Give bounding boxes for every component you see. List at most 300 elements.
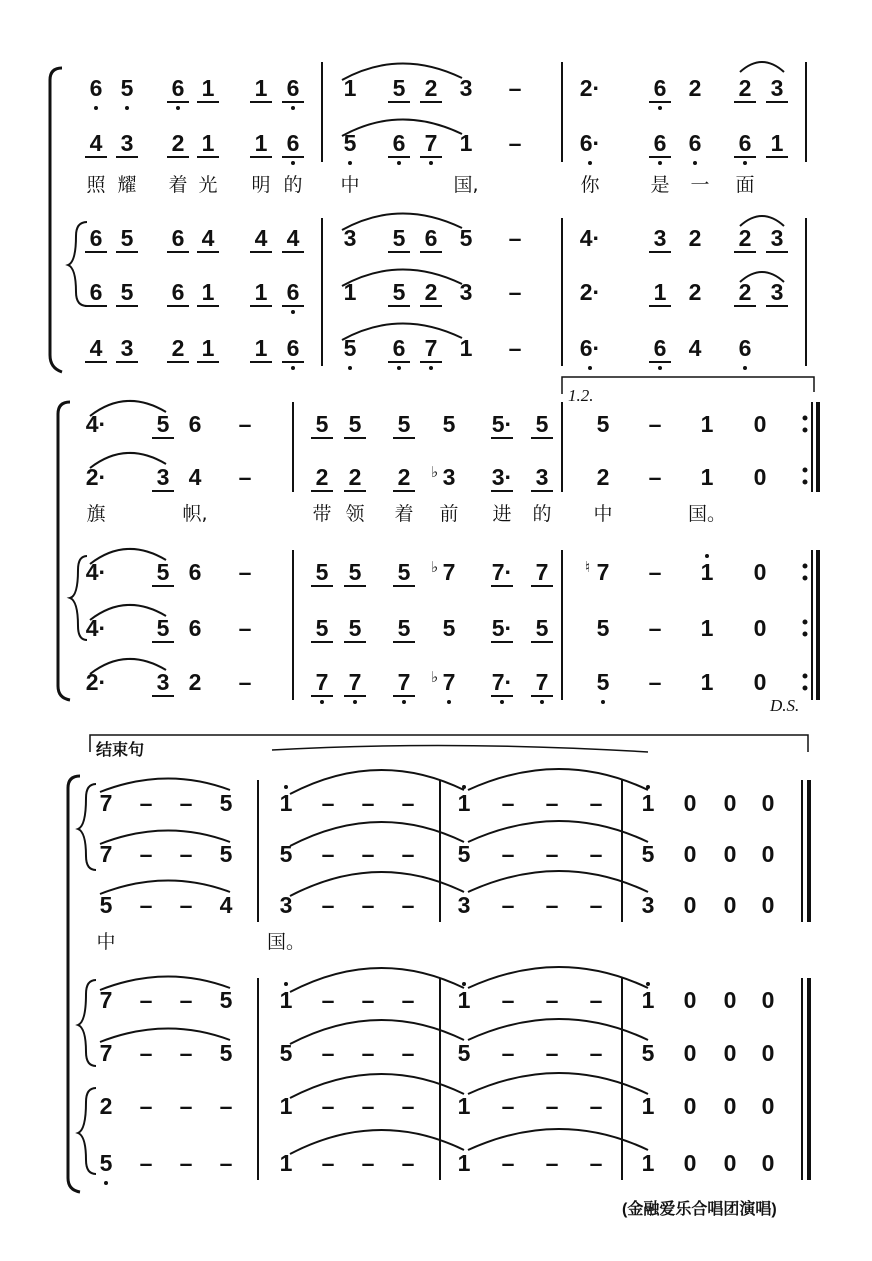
note — [341, 409, 369, 439]
dash-note — [231, 409, 259, 439]
beam-line — [167, 156, 189, 158]
beam-line — [734, 251, 756, 253]
note — [528, 557, 556, 587]
note-text: 2· — [85, 669, 107, 695]
note-text: 5 — [219, 841, 233, 867]
note — [194, 277, 222, 307]
octave-dot-below — [397, 366, 401, 370]
note-text: 6 — [392, 335, 406, 361]
lyric-word: 中 — [340, 174, 360, 196]
note — [212, 1038, 240, 1068]
note-text: 0 — [683, 1093, 697, 1119]
note-text: 5 — [120, 279, 134, 305]
note — [385, 333, 413, 363]
note — [676, 788, 704, 818]
dash-note — [132, 985, 160, 1015]
dash-note — [538, 1148, 566, 1178]
note-text: – — [361, 790, 375, 816]
note — [450, 839, 478, 869]
octave-dot-below — [125, 106, 129, 110]
note — [435, 613, 463, 643]
note-text: 6 — [653, 335, 667, 361]
accidental: ♭ — [431, 559, 439, 576]
notation-row — [0, 557, 872, 587]
note-text: – — [589, 892, 603, 918]
dash-note — [314, 985, 342, 1015]
beam-line — [152, 585, 174, 587]
notation-row — [0, 788, 872, 818]
note — [693, 667, 721, 697]
octave-dot-below — [353, 700, 357, 704]
beam-line — [344, 490, 366, 492]
dash-note — [538, 985, 566, 1015]
note-text: – — [589, 1040, 603, 1066]
note-text: 0 — [761, 987, 775, 1013]
note-text: 3 — [535, 464, 549, 490]
dash-note — [494, 1091, 522, 1121]
note — [681, 223, 709, 253]
accidental: ♭ — [431, 464, 439, 481]
note-text: – — [179, 892, 193, 918]
note — [528, 613, 556, 643]
dash-note — [501, 333, 529, 363]
note-text: 4· — [85, 411, 107, 437]
note-text: 0 — [683, 1040, 697, 1066]
beam-line — [311, 695, 333, 697]
beam-line — [393, 437, 415, 439]
note — [634, 788, 662, 818]
notation-row — [0, 613, 872, 643]
beam-line — [152, 641, 174, 643]
beam-line — [116, 251, 138, 253]
beam-line — [531, 490, 553, 492]
lyric-word: 的 — [532, 503, 552, 525]
note — [589, 667, 617, 697]
beam-line — [649, 101, 671, 103]
note — [681, 333, 709, 363]
note-text: 5 — [397, 411, 411, 437]
notation-row — [0, 890, 872, 920]
note — [746, 462, 774, 492]
dash-note — [494, 839, 522, 869]
note-text: – — [238, 411, 252, 437]
note-text: – — [361, 841, 375, 867]
notation-row — [0, 1148, 872, 1178]
lyric-word: 中 — [593, 503, 613, 525]
note-text: – — [361, 987, 375, 1013]
note-text: 5 — [343, 335, 357, 361]
note-text: 5 — [596, 411, 610, 437]
lyric-word: 领 — [345, 503, 365, 525]
note — [676, 1038, 704, 1068]
dash-note — [494, 1038, 522, 1068]
note-text: 4 — [201, 225, 215, 251]
note — [754, 890, 782, 920]
note-text: 5 — [343, 130, 357, 156]
notation-row — [0, 73, 872, 103]
note-text: – — [179, 1150, 193, 1176]
beam-line — [250, 251, 272, 253]
note-text: – — [139, 892, 153, 918]
beam-line — [167, 101, 189, 103]
note-text: 5 — [596, 669, 610, 695]
note-text: 5 — [397, 559, 411, 585]
note — [417, 73, 445, 103]
accidental: ♮ — [585, 559, 591, 576]
lyric-word: 明 — [251, 174, 271, 196]
dash-note — [394, 788, 422, 818]
note-text: 5 — [535, 615, 549, 641]
note-text: 5 — [315, 411, 329, 437]
note — [272, 985, 300, 1015]
note-text: 6· — [579, 130, 601, 156]
note-text: – — [589, 790, 603, 816]
note — [390, 462, 418, 492]
dash-note — [641, 557, 669, 587]
note — [452, 223, 480, 253]
note — [113, 73, 141, 103]
note-text: – — [648, 411, 662, 437]
notation-row — [0, 409, 872, 439]
beam-line — [344, 641, 366, 643]
note — [82, 613, 110, 643]
octave-dot-below — [743, 366, 747, 370]
note-text: 1 — [201, 335, 215, 361]
note — [82, 667, 110, 697]
beam-line — [649, 361, 671, 363]
note — [746, 557, 774, 587]
note-text: 6 — [188, 559, 202, 585]
note — [589, 409, 617, 439]
note-text: 4 — [254, 225, 268, 251]
note-text: 5 — [315, 559, 329, 585]
beam-line — [393, 641, 415, 643]
note-text: 1 — [700, 615, 714, 641]
dash-note — [501, 73, 529, 103]
note-text: 5· — [491, 411, 513, 437]
note — [746, 667, 774, 697]
dash-note — [354, 985, 382, 1015]
note — [82, 409, 110, 439]
note-text: 1 — [254, 75, 268, 101]
accidental: ♭ — [431, 669, 439, 686]
note — [731, 223, 759, 253]
note — [763, 223, 791, 253]
note-text: 3 — [120, 335, 134, 361]
note-text: – — [321, 987, 335, 1013]
note-text: 6 — [286, 279, 300, 305]
note-text: 5 — [315, 615, 329, 641]
note-text: 7 — [442, 669, 456, 695]
note-text: 0 — [683, 841, 697, 867]
beam-line — [250, 361, 272, 363]
note — [676, 1091, 704, 1121]
note-text: 5 — [156, 559, 170, 585]
lyric-word: 着 — [168, 174, 188, 196]
dash-note — [538, 890, 566, 920]
dash-note — [641, 409, 669, 439]
note — [390, 613, 418, 643]
note — [164, 277, 192, 307]
note-text: 3 — [343, 225, 357, 251]
beam-line — [85, 251, 107, 253]
note-text: – — [545, 1150, 559, 1176]
note — [676, 839, 704, 869]
beam-line — [649, 156, 671, 158]
octave-dot-below — [104, 1181, 108, 1185]
note — [336, 277, 364, 307]
note-text: 2 — [188, 669, 202, 695]
dash-note — [172, 1038, 200, 1068]
octave-dot-below — [176, 106, 180, 110]
lyric-word: 国。 — [687, 503, 726, 525]
note-text: 4· — [85, 559, 107, 585]
beam-line — [420, 251, 442, 253]
octave-dot-below — [658, 106, 662, 110]
note — [194, 73, 222, 103]
beam-line — [388, 101, 410, 103]
note — [279, 333, 307, 363]
note — [92, 890, 120, 920]
note — [716, 1148, 744, 1178]
note-text: 0 — [683, 790, 697, 816]
octave-dot-below — [320, 700, 324, 704]
note-text: 1 — [279, 987, 293, 1013]
note-text: 6 — [286, 130, 300, 156]
note — [92, 788, 120, 818]
octave-dot-below — [348, 161, 352, 165]
dash-note — [314, 788, 342, 818]
note-text: 5 — [442, 411, 456, 437]
note-text: 6 — [653, 130, 667, 156]
beam-line — [116, 305, 138, 307]
note-text: 7 — [99, 1040, 113, 1066]
note — [646, 277, 674, 307]
note-text: 2 — [688, 225, 702, 251]
note-text: 5 — [641, 841, 655, 867]
note-text: – — [219, 1150, 233, 1176]
note — [693, 409, 721, 439]
note-text: 5 — [457, 1040, 471, 1066]
dash-note — [641, 667, 669, 697]
note-text: – — [508, 75, 522, 101]
beam-line — [734, 305, 756, 307]
note-text: 1 — [279, 1150, 293, 1176]
note — [194, 128, 222, 158]
note-text: – — [508, 335, 522, 361]
note — [431, 667, 463, 697]
note-text: – — [501, 841, 515, 867]
note — [634, 985, 662, 1015]
beam-line — [282, 361, 304, 363]
beam-line — [491, 641, 513, 643]
note-text: – — [238, 615, 252, 641]
note-text: 5 — [596, 615, 610, 641]
note — [754, 788, 782, 818]
note-text: – — [545, 1040, 559, 1066]
note — [308, 557, 336, 587]
note-text: 1 — [459, 130, 473, 156]
note — [341, 462, 369, 492]
note — [417, 128, 445, 158]
dash-note — [132, 1038, 160, 1068]
note — [82, 333, 110, 363]
note — [452, 73, 480, 103]
note-text: – — [361, 1150, 375, 1176]
note — [450, 985, 478, 1015]
note — [646, 333, 674, 363]
note — [417, 223, 445, 253]
note — [693, 462, 721, 492]
note — [272, 788, 300, 818]
lyric-word: 中 — [96, 931, 116, 953]
beam-line — [393, 490, 415, 492]
note-text: – — [545, 1093, 559, 1119]
note-text: 6 — [171, 75, 185, 101]
note-text: 1 — [457, 987, 471, 1013]
note-text: 1 — [641, 1150, 655, 1176]
note-text: – — [321, 892, 335, 918]
note — [488, 613, 516, 643]
note — [676, 985, 704, 1015]
note — [488, 557, 516, 587]
beam-line — [388, 305, 410, 307]
note — [164, 128, 192, 158]
note-text: 1 — [457, 790, 471, 816]
note — [716, 839, 744, 869]
beam-line — [420, 156, 442, 158]
octave-dot-below — [588, 161, 592, 165]
note-text: 2 — [688, 279, 702, 305]
beam-line — [531, 585, 553, 587]
note — [385, 277, 413, 307]
lyrics-row — [0, 499, 872, 529]
note-text: 6 — [188, 615, 202, 641]
dash-note — [494, 985, 522, 1015]
note-text: 5· — [491, 615, 513, 641]
note-text: 6 — [738, 335, 752, 361]
note — [452, 128, 480, 158]
dash-note — [132, 839, 160, 869]
note — [452, 333, 480, 363]
note — [272, 1091, 300, 1121]
note-text: 5 — [99, 1150, 113, 1176]
dash-note — [538, 788, 566, 818]
note-text: 1 — [343, 75, 357, 101]
note — [450, 1091, 478, 1121]
note-text: 5 — [279, 841, 293, 867]
note-text: 5 — [392, 225, 406, 251]
note-text: – — [401, 892, 415, 918]
dash-note — [394, 890, 422, 920]
note — [754, 985, 782, 1015]
dash-note — [172, 788, 200, 818]
beam-line — [250, 305, 272, 307]
beam-line — [167, 305, 189, 307]
beam-line — [393, 585, 415, 587]
note — [576, 73, 604, 103]
note — [212, 985, 240, 1015]
note-text: 5 — [535, 411, 549, 437]
lyric-word: 是 — [650, 174, 670, 196]
note-text: 4 — [89, 335, 103, 361]
notation-row — [0, 277, 872, 307]
note — [576, 333, 604, 363]
note-text: 5 — [99, 892, 113, 918]
beam-line — [85, 305, 107, 307]
note-text: – — [238, 464, 252, 490]
note — [450, 1038, 478, 1068]
note-text: 1 — [343, 279, 357, 305]
dash-note — [231, 613, 259, 643]
lyric-word: 的 — [283, 174, 303, 196]
note — [181, 557, 209, 587]
beam-line — [282, 101, 304, 103]
note-text: – — [648, 559, 662, 585]
note-text: 3 — [156, 464, 170, 490]
note — [488, 409, 516, 439]
note-text: 5 — [459, 225, 473, 251]
octave-dot-below — [588, 366, 592, 370]
note-text: 3 — [279, 892, 293, 918]
note — [336, 73, 364, 103]
note-text: 5 — [348, 615, 362, 641]
note — [731, 73, 759, 103]
octave-dot-below — [540, 700, 544, 704]
note-text: 1 — [279, 790, 293, 816]
note-text: – — [321, 1093, 335, 1119]
note-text: 6 — [688, 130, 702, 156]
beam-line — [393, 695, 415, 697]
note-text: 6 — [171, 279, 185, 305]
note-text: 5 — [641, 1040, 655, 1066]
note-text: 2 — [315, 464, 329, 490]
note-text: 6 — [738, 130, 752, 156]
beam-line — [388, 251, 410, 253]
note — [92, 839, 120, 869]
dash-note — [354, 890, 382, 920]
lyric-word: 旗 — [86, 503, 106, 525]
octave-dot-below — [429, 366, 433, 370]
dal-segno-mark: D.S. — [770, 696, 800, 715]
note-text: – — [139, 1040, 153, 1066]
dash-note — [394, 1091, 422, 1121]
beam-line — [531, 437, 553, 439]
note — [341, 613, 369, 643]
lyric-word: 着 — [394, 503, 414, 525]
lyric-word: 前 — [439, 503, 459, 525]
dash-note — [641, 613, 669, 643]
lyric-word: 进 — [492, 503, 512, 525]
note-text: – — [321, 841, 335, 867]
octave-dot-below — [291, 310, 295, 314]
beam-line — [531, 695, 553, 697]
note — [746, 613, 774, 643]
note-text: 7 — [424, 335, 438, 361]
note-text: 0 — [761, 892, 775, 918]
beam-line — [152, 437, 174, 439]
note-text: 2 — [99, 1093, 113, 1119]
note-text: 0 — [761, 1150, 775, 1176]
note — [716, 788, 744, 818]
dash-note — [582, 890, 610, 920]
note-text: 4 — [188, 464, 202, 490]
note-text: 0 — [753, 615, 767, 641]
note — [194, 223, 222, 253]
beam-line — [282, 156, 304, 158]
beam-line — [197, 101, 219, 103]
notation-row — [0, 333, 872, 363]
